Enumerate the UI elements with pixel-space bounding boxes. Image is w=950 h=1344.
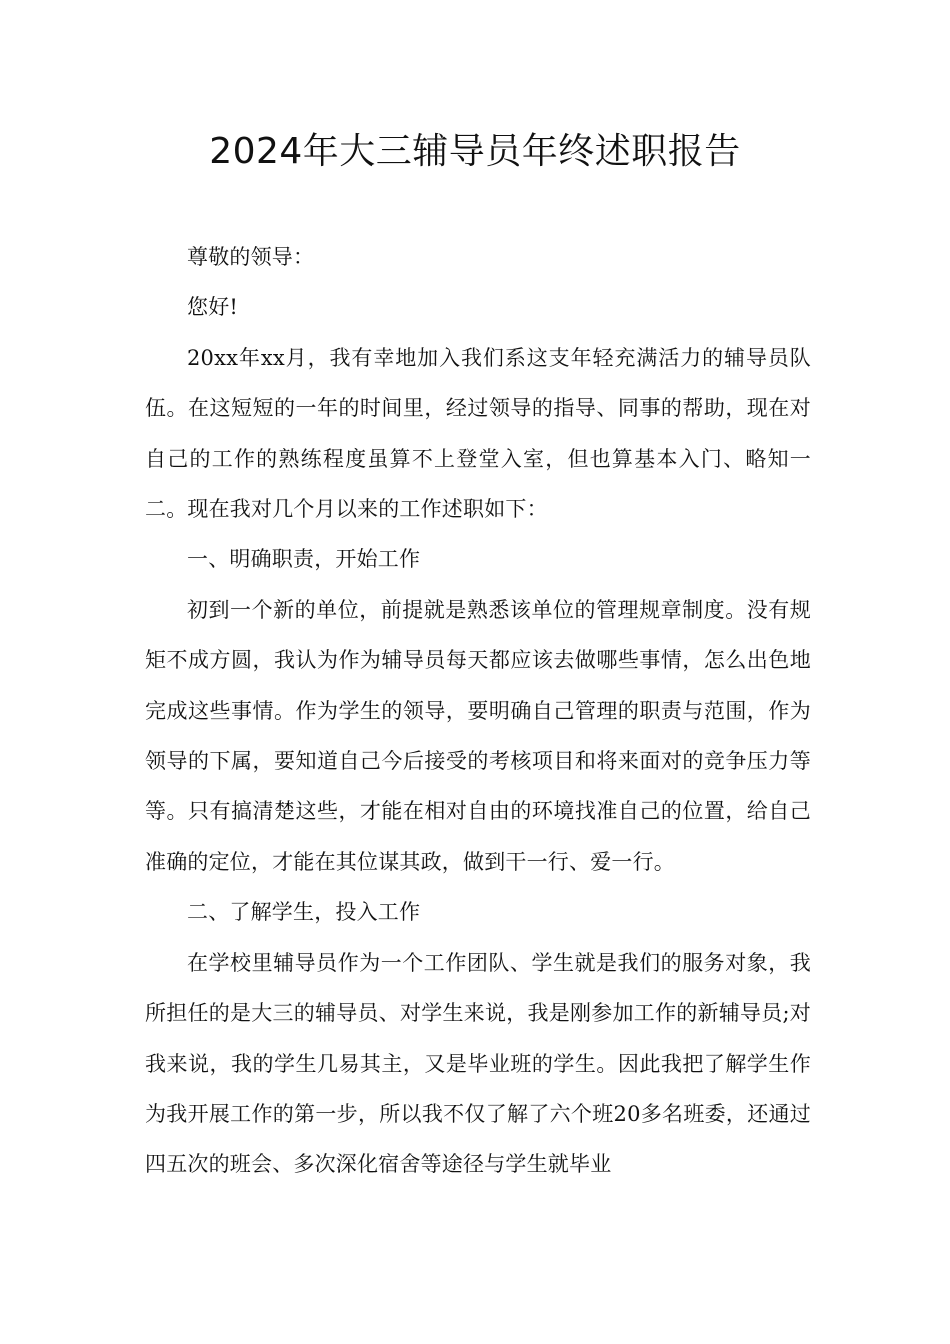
intro-paragraph: 20xx年xx月，我有幸地加入我们系这支年轻充满活力的辅导员队伍。在这短短的一年的时间里，经过领导的指导、同事的帮助，现在对自己的工作的熟练程度虽算不上登堂入室，但也算基本入门、略知一二。现在我对几个月以来的工作述职如下： bbox=[145, 345, 811, 522]
salutation: 尊敬的领导： bbox=[187, 245, 315, 269]
section-2-paragraph: 在学校里辅导员作为一个工作团队、学生就是我们的服务对象，我所担任的是大三的辅导员、对学生来说，我是刚参加工作的新辅导员;对我来说，我的学生几易其主，又是毕业班的学生。因此我把了解学生作为我开展工作的第一步，所以我不仅了解了六个班20多名班委，还通过四五次的班会、多次深化宿舍等途径与学生就毕业 bbox=[145, 950, 811, 1177]
document-body bbox=[145, 232, 811, 1190]
document-title: 2024年大三辅导员年终述职报告 bbox=[209, 131, 741, 172]
section-heading-2: 二、了解学生，投入工作 bbox=[187, 900, 421, 925]
greeting: 您好! bbox=[187, 295, 239, 320]
section-1-paragraph: 初到一个新的单位，前提就是熟悉该单位的管理规章制度。没有规矩不成方圆，我认为作为辅导员每天都应该去做哪些事情，怎么出色地完成这些事情。作为学生的领导，要明确自己管理的职责与范围，作为领导的下属，要知道自己今后接受的考核项目和将来面对的竞争压力等等。只有搞清楚这些，才能在相对自由的环境找准自己的位置，给自己准确的定位，才能在其位谋其政，做到干一行、爱一行。 bbox=[145, 597, 811, 874]
section-heading-1: 一、明确职责，开始工作 bbox=[187, 547, 421, 572]
